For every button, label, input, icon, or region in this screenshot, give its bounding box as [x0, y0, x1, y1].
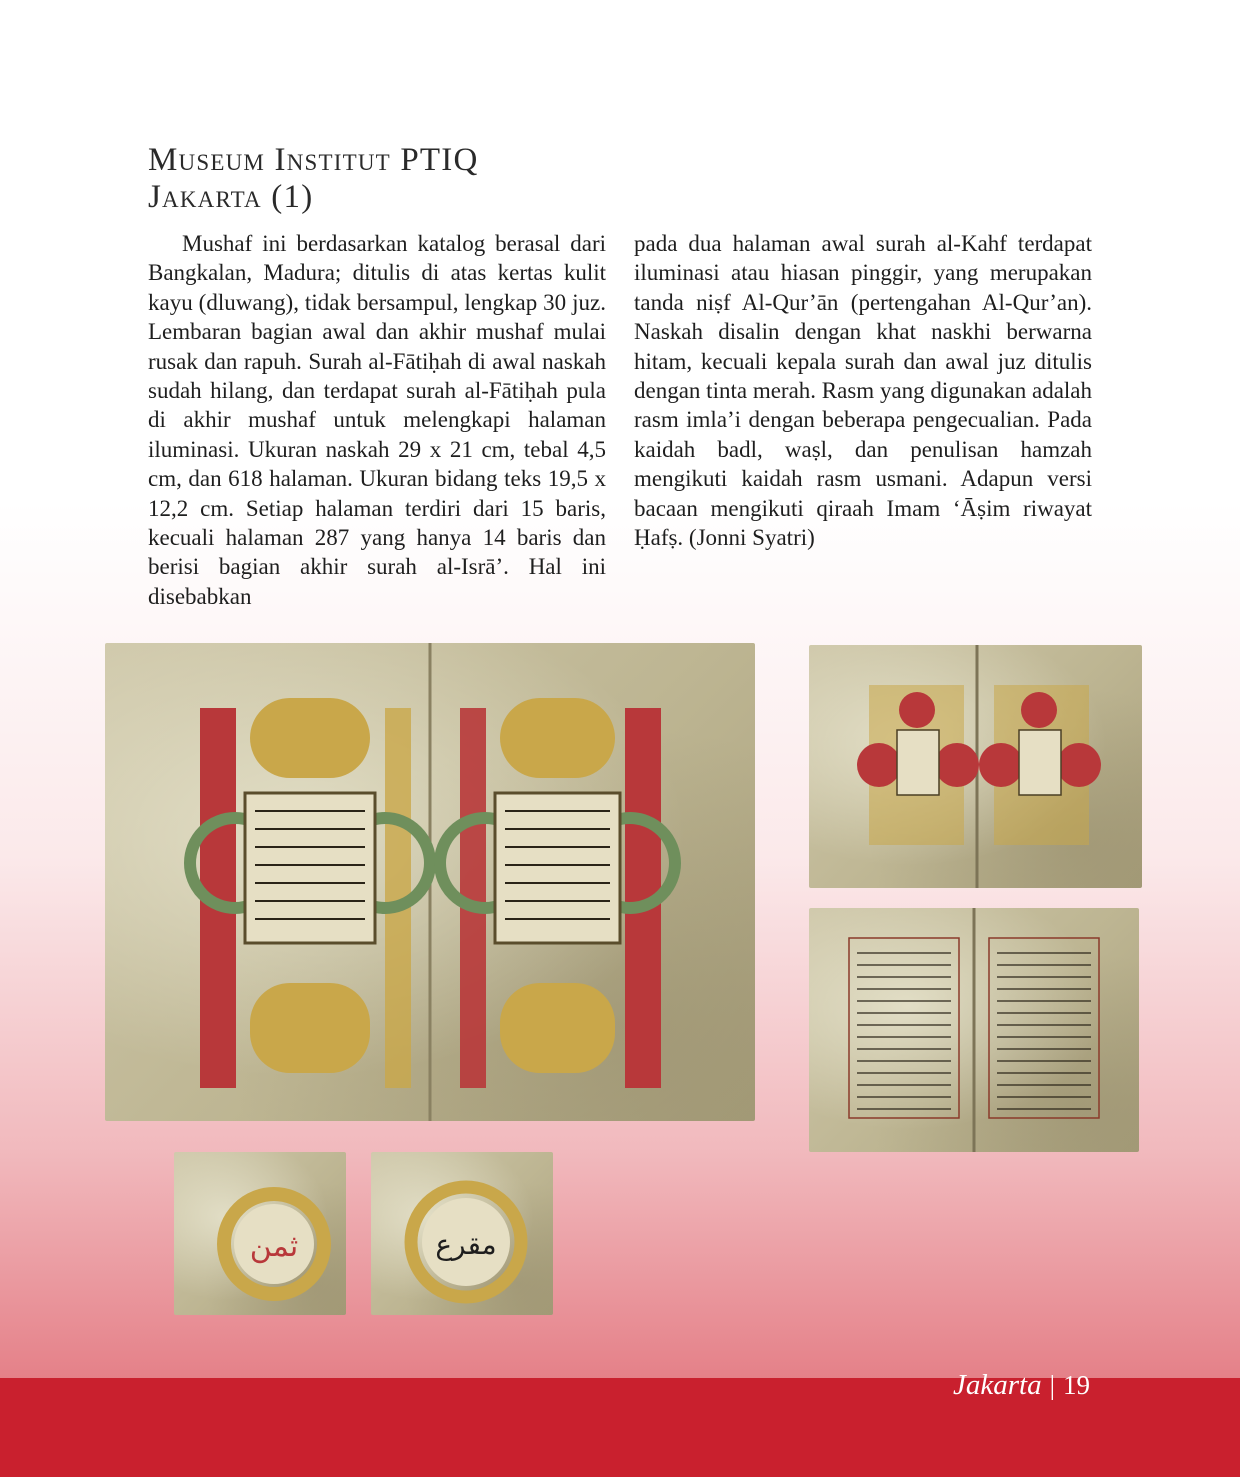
- footer-city: Jakarta: [953, 1369, 1042, 1401]
- photo-mushaf-middle-illuminated: [809, 645, 1142, 888]
- detail-1-glyph: ثمن: [249, 1229, 299, 1264]
- photo-detail-marker-black: [371, 1152, 553, 1315]
- title-line-2: Jakarta (1): [148, 179, 314, 215]
- page-number: 19: [1063, 1370, 1090, 1400]
- photo-open-mushaf-illuminated: [105, 643, 755, 1121]
- title-line-1: Museum Institut PTIQ: [148, 142, 479, 178]
- body-column-left: Mushaf ini berdasarkan katalog berasal dari Bangkalan, Madura; ditulis di atas kertas kulit kayu (dluwang), tidak bersampul, lengkap 30 juz. Lembaran bagian awal dan akhir mushaf mulai rusak dan rapuh. Surah al-Fātiḥah di awal naskah sudah hilang, dan terdapat surah al-Fātiḥah pula di akhir mushaf untuk melengkapi halaman iluminasi. Ukuran naskah 29 x 21 cm, tebal 4,5 cm, dan 618 halaman. Ukuran bidang teks 19,5 x 12,2 cm. Setiap halaman terdiri dari 15 baris, kecuali halaman 287 yang hanya 14 baris dan berisi bagian akhir surah al-Isrā’. Hal ini disebabkan: [148, 231, 606, 609]
- detail-2-glyph: مقرع: [435, 1228, 497, 1261]
- photo-mushaf-text-pages: [809, 908, 1139, 1152]
- footer: [953, 1367, 1090, 1403]
- footer-separator: |: [1049, 1370, 1055, 1400]
- body-column-right: pada dua halaman awal surah al-Kahf terdapat iluminasi atau hiasan pinggir, yang merupakan tanda niṣf Al-Qur’ān (pertengahan Al-Qur’an). Naskah disalin dengan khat naskhi berwarna hitam, kecuali kepala surah dan awal juz ditulis dengan tinta merah. Rasm yang digunakan adalah rasm imla’i dengan beberapa pengecualian. Pada kaidah badl, waṣl, dan penulisan hamzah mengikuti kaidah rasm usmani. Adapun versi bacaan mengikuti qiraah Imam ‘Āṣim riwayat Ḥafṣ. (Jonni Syatri): [634, 231, 1092, 551]
- page-title: [148, 142, 479, 216]
- photo-detail-marker-red: [174, 1152, 346, 1315]
